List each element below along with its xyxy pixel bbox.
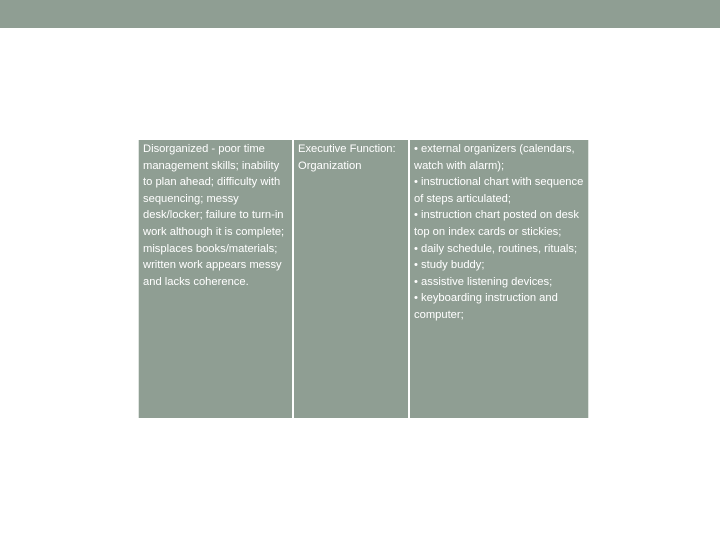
list-item: • keyboarding instruction and computer; <box>414 292 558 321</box>
strategy-table <box>138 138 589 420</box>
list-item: • instructional chart with sequence of steps articulated; <box>414 176 584 205</box>
characteristic-cell: Disorganized - poor time management skills; inability to plan ahead; difficulty with sequencing; messy desk/locker; failure to turn-in work although it is complete; misplaces books/materials; written work appears messy and lacks coherence. <box>139 139 294 419</box>
list-item: • daily schedule, routines, rituals; <box>414 242 578 255</box>
list-item: • external organizers (calendars, watch with alarm); <box>414 143 575 172</box>
strategy-list <box>414 141 584 324</box>
title-band <box>0 0 720 28</box>
list-item: • assistive listening devices; <box>414 275 553 288</box>
list-item: • study buddy; <box>414 259 485 272</box>
table-row <box>139 139 589 419</box>
area-cell: Executive Function: Organization <box>293 139 409 419</box>
list-item: • instruction chart posted on desk top on index cards or stickies; <box>414 209 579 238</box>
strategies-cell <box>409 139 589 419</box>
